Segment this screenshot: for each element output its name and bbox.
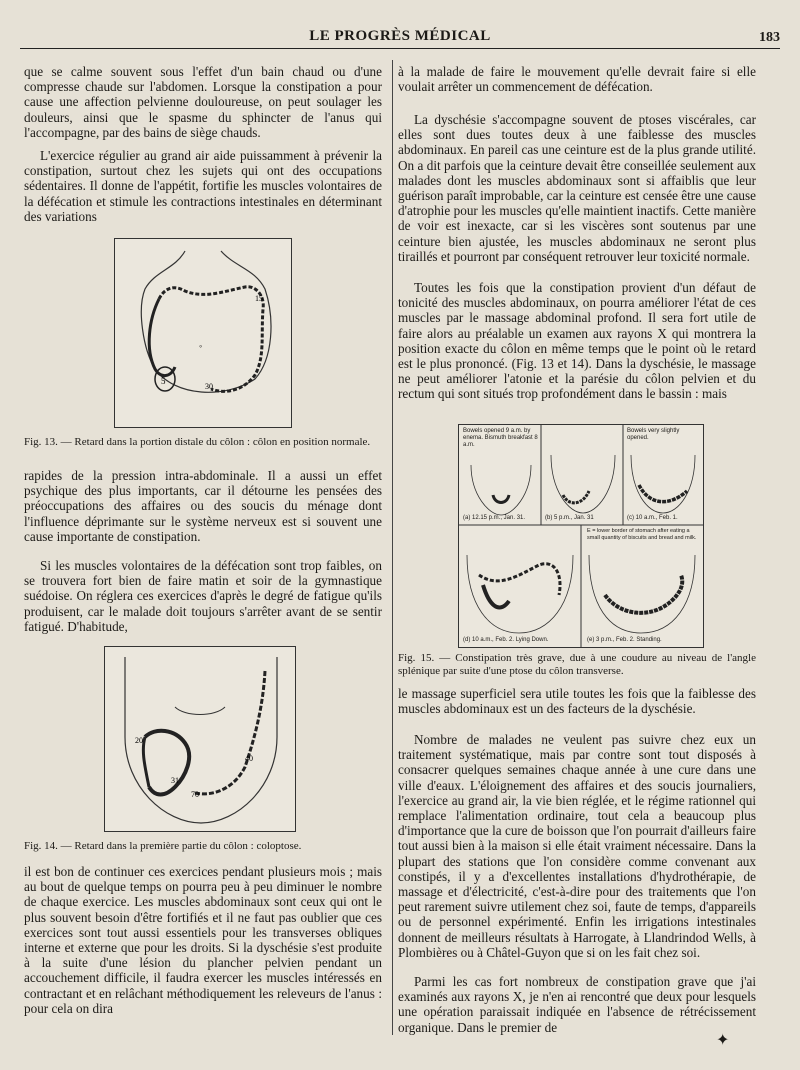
svg-text:5: 5	[161, 376, 166, 386]
panel-a-note: Bowels opened 9 a.m. by enema. Bismuth breakfast 8 a.m.	[463, 428, 538, 448]
figure-13-drawing	[115, 239, 291, 427]
right-paragraph-5: Nombre de malades ne veulent pas suivre chez eux un traitement systématique, mais par contre sont tout disposés à consacrer quelques semaines chaque année à une cure dans une ville d'eaux. L'éloignement des affaires et des soucis journaliers, l'exercice au grand air, la vie bien réglée, et le régime rationnel qui remplace l'alimentation ordinaire, tout cela a beaucoup plus d'importance que la cure de boisson que l'on pourrait d'ailleurs faire tout aussi bien à la maison si elle était vraiment nécessaire. Dans la plupart des stations que l'on considère comme convenant aux constipés, il y a d'excellentes installations d'hydrothérapie, de massage et d'électricité, c'est-à-dire pour des traitements que l'on peut rarement suivre utilement chez soi, faute de temps, d'appareils ou de personnel expérimenté. Enfin les irrigations intestinales donnent de meilleurs résultats à Harrogate, à Llandrindod Wells, à Plombières ou à Châtel-Guyon que si on les fait chez soi.	[398, 732, 756, 960]
page-header	[20, 22, 780, 49]
end-ornament-icon: ✦	[716, 1032, 730, 1049]
right-paragraph-2: La dyschésie s'accompagne souvent de ptoses viscérales, car elles sont dues toutes deux à une faiblesse des muscles abdominaux. En pareil cas une ceinture est de la plus grande utilité. On a dit parfois que la ceinture devait être conseillée seulement aux malades dont les muscles abdominaux sont si affaiblis que leur guérison paraît improbable, car la ceinture est censée être une cause d'atrophie pour les muscles qu'elle maintient inactifs. Cette manière de voir est inexacte, car si les viscères sont soutenus par une ceinture bien ajustée, les muscles abdominaux ne seront plus tiraillés et pourront par conséquent retrouver leur toxicité normale.	[398, 112, 756, 264]
figure-14-drawing	[105, 647, 295, 831]
journal-title: LE PROGRÈS MÉDICAL	[309, 28, 491, 44]
right-paragraph-6: Parmi les cas fort nombreux de constipation grave que j'ai examinés aux rayons X, je n'en ai rencontré que deux pour lesquels une opération paraissait indiquée en l'absence de rétrécissement organique. Dans le premier de	[398, 974, 756, 1035]
panel-d-label: (d) 10 a.m., Feb. 2. Lying Down.	[463, 637, 549, 643]
panel-e-label: (e) 3 p.m., Feb. 2. Standing.	[587, 637, 662, 643]
figure-13-caption: Fig. 13. — Retard dans la portion distale du côlon : côlon en position normale.	[24, 436, 371, 448]
right-paragraph-3: Toutes les fois que la constipation provient d'un défaut de tonicité des muscles abdominaux, on pourra améliorer l'état de ces muscles par le massage abdominal profond. Il sera fort utile de faire alors au préalable un examen aux rayons X qui montrera la position exacte du côlon en même temps que le point où le retard est le plus prononcé. (Fig. 13 et 14). Dans la dyschésie, le massage ne peut améliorer l'atonie et la parésie du côlon pelvien et du rectum qui sont situés trop profondément dans le bassin : mais	[398, 280, 756, 402]
right-paragraph-1: à la malade de faire le mouvement qu'elle devrait faire si elle voulait arrêter un commencement de défécation.	[398, 64, 756, 95]
svg-text:30: 30	[205, 382, 213, 391]
panel-a-label: (a) 12.15 p.m., Jan. 31.	[463, 515, 526, 521]
panel-b-label: (b) 5 p.m., Jan. 31	[545, 515, 594, 521]
left-paragraph-3: rapides de la pression intra-abdominale. Il a aussi un effet psychique des plus importants, car il détourne les pensées des préoccupations des affaires ou des soucis du ménage dont l'influence déprimante sur le système nerveux est si souvent une cause importante de constipation.	[24, 468, 382, 544]
svg-text:31: 31	[171, 776, 179, 785]
figure-14	[104, 646, 296, 832]
page-number: 183	[759, 30, 780, 45]
right-paragraph-4: le massage superficiel sera utile toutes les fois que la faiblesse des muscles abdominaux est un des facteurs de la dyschésie.	[398, 686, 756, 717]
svg-text:70: 70	[191, 790, 199, 799]
panel-e-note: E = lower border of stomach after eating a small quantity of biscuits and bread and milk.	[587, 528, 697, 541]
figure-15	[458, 424, 704, 648]
svg-text:40: 40	[245, 754, 253, 763]
svg-text:15: 15	[255, 294, 263, 303]
panel-c-label: (c) 10 a.m., Feb. 1.	[627, 515, 678, 521]
left-paragraph-1: que se calme souvent sous l'effet d'un bain chaud ou d'une compresse chaude sur l'abdomen. Lorsque la constipation a pour cause une affection pelvienne douloureuse, on peut soulager les douleurs, ainsi que le spasme du sphincter de l'anus qui l'accompagne, par des bains de siège chauds.	[24, 64, 382, 140]
panel-c-note: Bowels very slightly opened.	[627, 428, 680, 441]
left-paragraph-4: Si les muscles volontaires de la défécation sont trop faibles, on se trouvera fort bien de faire matin et soir de la gymnastique suédoise. On réglera ces exercices d'après le degré de fatigue qu'ils produisent, car le malade doit toujours s'arrêter avant de se sentir fatigué. D'habitude,	[24, 558, 382, 634]
left-paragraph-5: il est bon de continuer ces exercices pendant plusieurs mois ; mais au bout de quelque temps on pourra peu à peu diminuer le nombre de chaque exercice. Les muscles abdominaux sont ceux qui ont le plus souvent besoin d'être fortifiés et il ne faut pas oublier que ces exercices sont tout aussi essentiels pour les transverses obliques interne et externe que pour les droits. Si la dyschésie s'est produite à la suite d'une lésion du plancher pelvien pendant un accouchement difficile, il faudra exercer les muscles intéressés en contractant et en relâchant méthodiquement les releveurs de l'anus : pour cela on dira	[24, 864, 382, 1016]
figure-14-caption: Fig. 14. — Retard dans la première partie du côlon : coloptose.	[24, 840, 302, 852]
left-paragraph-2: L'exercice régulier au grand air aide puissamment à prévenir la constipation, surtout chez les sujets qui ont des occupations sédentaires. Il donne de l'appétit, fortifie les muscles volontaires de la défécation et stimule les contractions intestinales en déterminant des variations	[24, 148, 382, 224]
figure-13	[114, 238, 292, 428]
svg-text:◦: ◦	[199, 341, 203, 351]
figure-15-caption: Fig. 15. — Constipation très grave, due à une coudure au niveau de l'angle splénique par suite d'une ptose du côlon transverse.	[398, 652, 756, 677]
column-divider	[392, 60, 393, 1035]
svg-text:20: 20	[135, 736, 143, 745]
